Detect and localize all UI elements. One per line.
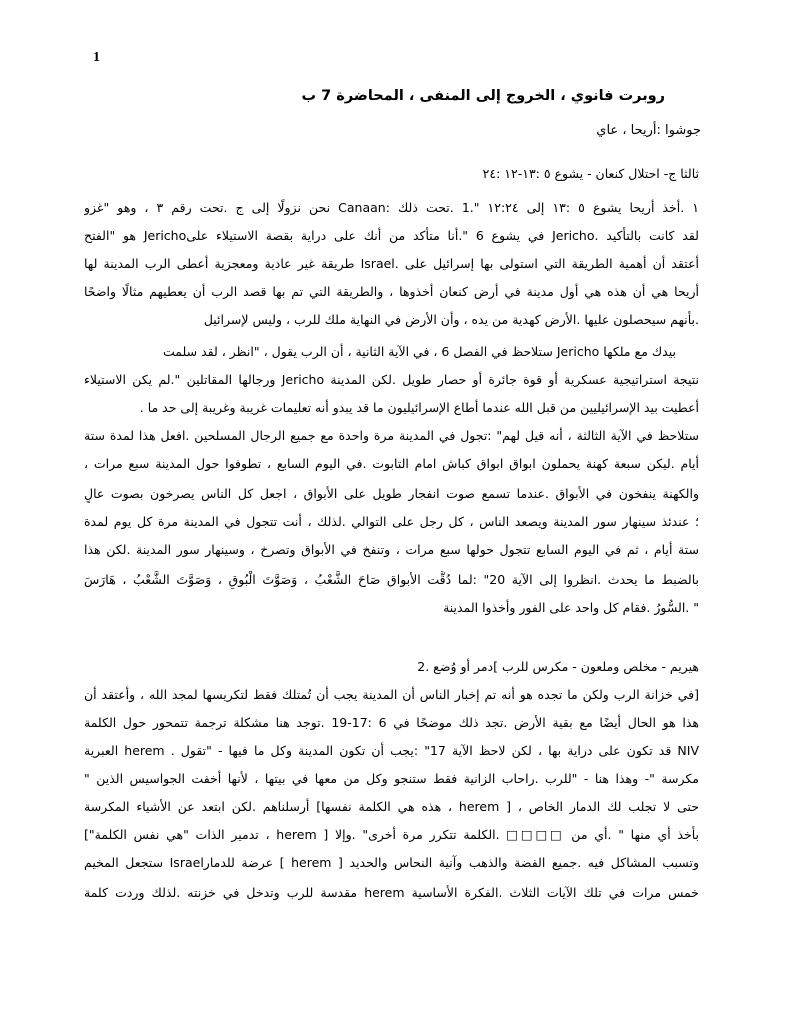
document-title: روبرت فانوي ، الخروج إلى المنفى ، المحاضرة 7 ب: [301, 88, 665, 104]
paragraph-line: أيام .ليكن سبعة كهنة يحملون ابواق ابواق كباش امام التابوت .في اليوم السابع ، تطوفوا حول المدينة سبع مرات ،: [84, 456, 699, 471]
paragraph-line: أعتقد أن أهمية الطريقة التي استولى بها إسرائيل على .Israel طريقة غير عادية ومعجزية أعطى الرب المدينة لها: [84, 256, 699, 271]
paragraph-line: ١ .أخذ أريحا يشوع ٥ :١٣ إلى ١٢:٢٤ ".1 .تحت ذلك :Canaan نحن نزولًا إلى ج .تحت رقم ٣ ، وهو "غزو: [84, 200, 699, 215]
paragraph-line: مكرسة "- وهذا هنا - "للرب .راحاب الزانية فقط ستنجو وكل من معها في بيتها ، لأنها أخفت الجواسيس الذين ": [84, 771, 699, 786]
page-number: 1: [93, 50, 100, 65]
paragraph-line: هذا هو الحال أيضًا مع بقية الأرض .تجد ذلك موضحًا في 6 :17-19 .توجد هنا مشكلة ترجمة تتمحور حول الكلمة: [84, 715, 699, 730]
paragraph-line: بأخذ أي منها " .أي من □□□□ .الكلمة تتكرر مرة أخرى" .وإلا [ herem ، تدمير الذات "هي نفس الكلمة"]: [84, 827, 699, 842]
paragraph-line: " .السُّورُ .فقام كل واحد على الفور وأخذوا المدينة: [443, 600, 699, 615]
paragraph-line: بيدك مع ملكها Jericho ستلاحظ في الفصل 6 ، في الآية الثانية ، أن الرب يقول ، "انظر ، لقد سلمت: [163, 344, 676, 359]
section-heading: هيريم - مخلص وملعون - مكرس للرب ]دمر أو وُضع .2: [417, 659, 699, 674]
paragraph-line: نتيجة استراتيجية عسكرية أو قوة جائرة أو حصار طويل .لكن المدينة Jericho ورجالها المقاتلين ".لم يكن الاستيلاء: [84, 372, 699, 387]
paragraph-line: أريحا هي أن هذه هي أول مدينة في أرض كنعان أخذوها ، والطريقة التي تم بها قصد الرب أن يعطيهم مثالًا واضحًا: [84, 284, 699, 299]
section-heading: ثالثا ج- احتلال كنعان - يشوع ٥ :١٣-١٢ :٢٤: [482, 166, 699, 181]
paragraph-line: والكهنة ينفخون في الأبواق .عندما تسمع صوت انفجار طويل على الأبواق ، اجعل كل الناس يصرخون بصوت عالٍ: [84, 486, 699, 501]
paragraph-line: .بأنهم سيحصلون عليها .الأرض كهدية من يده ، وأن الأرض في النهاية ملك للرب ، وليس لإسرائيل: [203, 312, 699, 327]
paragraph-line: [في خزانة الرب ولكن ما تجده هو أنه تم إخبار الناس أن المدينة يجب أن تُمتلك فقط لتكريسها لمجد الله ، وأعتقد أن: [84, 687, 699, 702]
paragraph-line: حتى لا تجلب لك الدمار الخاص ، [ herem ، هذه هي الكلمة نفسها] أرسلناهم .لكن ابتعد عن الأشياء المكرسة: [84, 799, 699, 814]
paragraph-line: NIV قد تكون على دراية بها ، لكن لاحظ الآية 17" :يجب أن تكون المدينة وكل ما فيها - "تقول . herem العبرية: [84, 743, 699, 758]
document-subtitle: جوشوا :أريحا ، عاي: [596, 123, 701, 138]
paragraph-line: ؛ عندئذ سينهار سور المدينة ويصعد الناس ، كل رجل على التوالي .لذلك ، أنت تتجول في المدينة مرة كل يوم لمدة: [84, 514, 699, 529]
paragraph-line: ستة أيام ، ثم في اليوم السابع تتجول حولها سبع مرات ، وتنفخ في الأبواق وتصرخ ، وسينهار سور المدينة .لكن هذا: [84, 542, 699, 557]
paragraph-line: وتسبب المشاكل فيه .جميع الفضة والذهب وآنية النحاس والحديد [ herem ] عرضة للدمارIsrael ستجعل المخيم: [84, 855, 699, 870]
paragraph-line: ستلاحظ في الآية الثالثة ، أنه قيل لهم" :تجول في المدينة مرة واحدة مع جميع الرجال المسلحين .افعل هذا لمدة ستة: [84, 428, 699, 443]
paragraph-line: أعطيت بيد الإسرائيليين من قبل الله عندما أطاع الإسرائيليون ما قد يبدو أنه تعليمات غريبة وغريبة إلى حد ما .: [139, 400, 699, 415]
paragraph-line: لقد كانت بالتأكيد .Jericho في يشوع 6 ".أنا متأكد من أنك على دراية بقصة الاستيلاء علىJericho هو "الفتح: [84, 228, 699, 243]
paragraph-line: خمس مرات في تلك الآيات الثلاث .الفكرة الأساسية herem مقدسة للرب وتدخل في خزنته .لذلك وردت كلمة: [84, 885, 699, 900]
paragraph-line: بالضبط ما يحدث .انظروا إلى الآية 20" :لما دُقَّت الأبواق صَاحَ الشَّعْبُ ، وَصَوَّتَ الْبُوقِ ، وَصَوَّتَ الشَّعْبُ ، هَارَسَ: [84, 572, 699, 587]
